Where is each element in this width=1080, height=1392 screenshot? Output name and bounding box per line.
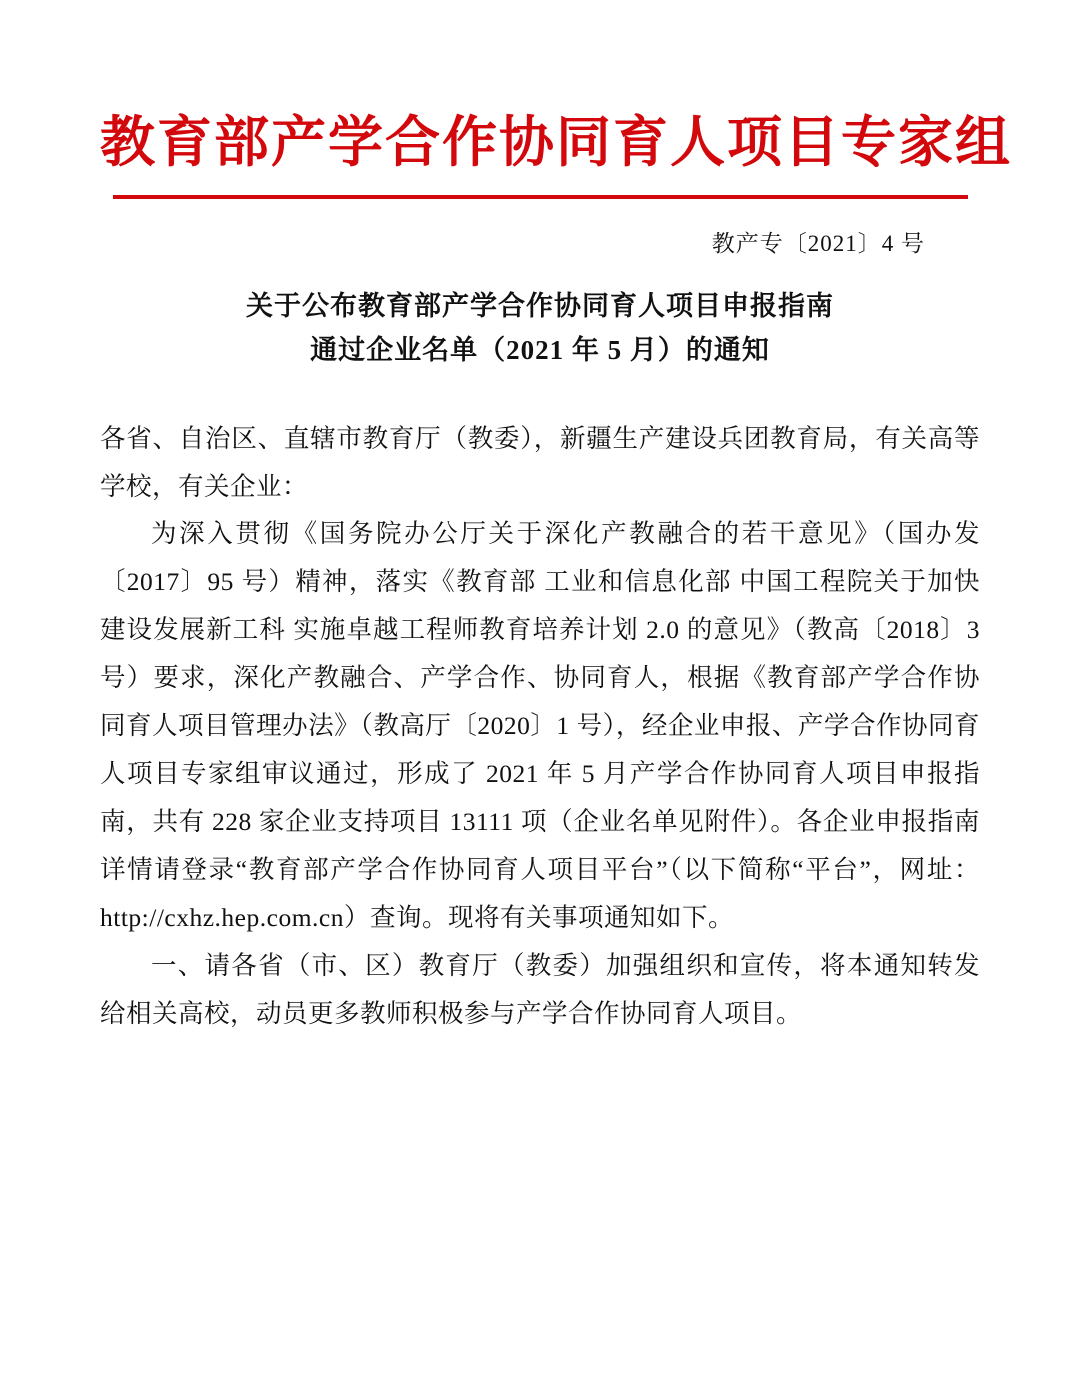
paragraph-salutation: 各省、自治区、直辖市教育厅（教委），新疆生产建设兵团教育局，有关高等学校，有关企业： xyxy=(100,423,980,501)
masthead-divider xyxy=(113,195,968,199)
paragraph-item-1: 一、请各省（市、区）教育厅（教委）加强组织和宣传，将本通知转发给相关高校，动员更多教师积极参与产学合作协同育人项目。 xyxy=(100,950,980,1028)
document-body xyxy=(100,415,980,1038)
paragraph-background: 为深入贯彻《国务院办公厅关于深化产教融合的若干意见》（国办发〔2017〕95 号）精神，落实《教育部 工业和信息化部 中国工程院关于加快建设发展新工科 实施卓越工程师教育培养计划 2.0 的意见》（教高〔2018〕3 号）要求，深化产教融合、产学合作、协同育人，根据《教育部产学合作协同育人项目管理办法》（教高厅〔2020〕1 号），经企业申报、产学合作协同育人项目专家组审议通过，形成了 2021 年 5 月产学合作协同育人项目申报指南，共有 228 家企业支持项目 13111 项（企业名单见附件）。各企业申报指南详情请登录“教育部产学合作协同育人项目平台”（以下简称“平台”，网址：http://cxhz.hep.com.cn）查询。现将有关事项通知如下。 xyxy=(100,519,980,932)
document-number: 教产专〔2021〕4 号 xyxy=(711,230,925,256)
page-title-line-1: 关于公布教育部产学合作协同育人项目申报指南 xyxy=(246,290,834,321)
page-title xyxy=(100,284,980,373)
masthead xyxy=(100,0,1013,199)
page-title-line-2: 通过企业名单（2021 年 5 月）的通知 xyxy=(310,335,770,366)
masthead-title: 教育部产学合作协同育人项目专家组 xyxy=(100,109,1013,174)
